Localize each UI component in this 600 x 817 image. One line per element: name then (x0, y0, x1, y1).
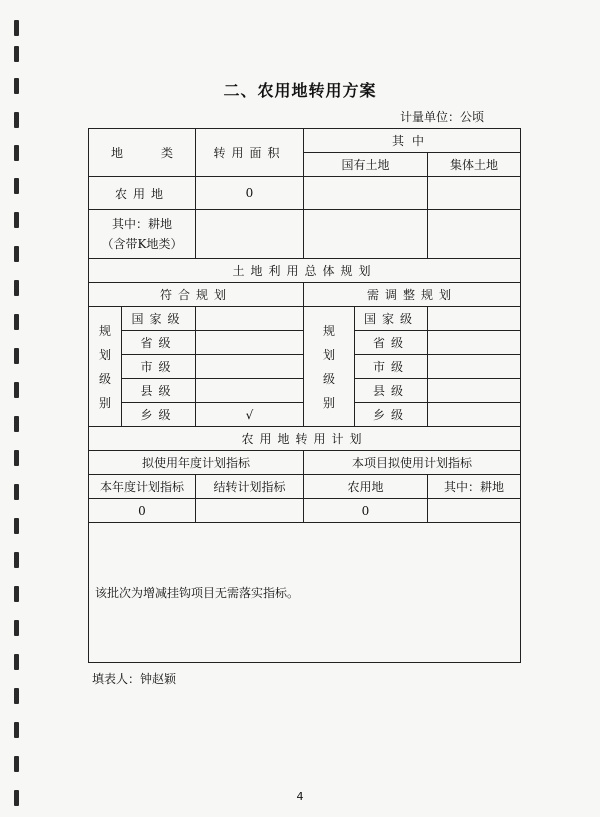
adjust-level-county-value (428, 379, 521, 403)
cultivated-collective-cell (428, 210, 521, 259)
adjust-level-national-value (428, 307, 521, 331)
page-number: 4 (296, 790, 304, 803)
cultivated-quota-value (428, 499, 521, 523)
binding-hole (14, 722, 19, 738)
binding-hole (14, 518, 19, 534)
binding-hole (14, 382, 19, 398)
conversion-plan-section-title: 农用地转用计划 (89, 427, 521, 451)
level-provincial: 省级 (122, 331, 196, 355)
binding-hole (14, 145, 19, 161)
level-national: 国家级 (122, 307, 196, 331)
level-provincial-value (196, 331, 304, 355)
cultivated-area-cell (196, 210, 304, 259)
binding-hole (14, 552, 19, 568)
adjust-level-township: 乡级 (355, 403, 428, 427)
adjust-level-provincial: 省级 (355, 331, 428, 355)
land-type-char-2: 类 (160, 146, 173, 160)
level-city: 市级 (122, 355, 196, 379)
farmland-area-value: 0 (196, 177, 304, 210)
adjust-level-city-value (428, 355, 521, 379)
conversion-plan-table (88, 128, 521, 663)
carried-over-value (196, 499, 304, 523)
form-filler: 填表人：钟赵颖 (92, 672, 177, 686)
adjust-level-national: 国家级 (355, 307, 428, 331)
of-which-header: 其中 (304, 129, 521, 153)
binding-hole (14, 416, 19, 432)
cultivated-line-1: 其中：耕地 (111, 217, 172, 231)
plan-level-label-right: 规 划 级 别 (304, 307, 355, 427)
binding-hole (14, 586, 19, 602)
farmland-quota-value: 0 (304, 499, 428, 523)
measurement-unit: 计量单位：公顷 (400, 110, 485, 124)
farmland-quota-header: 农用地 (304, 475, 428, 499)
binding-hole (14, 112, 19, 128)
level-township-check-mark: √ (196, 403, 304, 427)
cultivated-state-cell (304, 210, 428, 259)
area-header: 转用面积 (196, 129, 304, 177)
level-county: 县级 (122, 379, 196, 403)
binding-holes (14, 0, 24, 817)
adjust-level-city: 市级 (355, 355, 428, 379)
binding-hole (14, 654, 19, 670)
cultivated-land-label (89, 210, 196, 259)
binding-hole (14, 212, 19, 228)
remarks-cell (89, 523, 521, 663)
needs-adjust-plan-header: 需调整规划 (304, 283, 521, 307)
cultivated-quota-header: 其中：耕地 (428, 475, 521, 499)
binding-hole (14, 246, 19, 262)
binding-hole (14, 20, 19, 36)
farmland-label: 农用地 (89, 177, 196, 210)
level-city-value (196, 355, 304, 379)
binding-hole (14, 688, 19, 704)
plan-level-label-left: 规 划 级 别 (89, 307, 122, 427)
cultivated-line-2: （含带K地类） (101, 237, 183, 251)
carried-over-header: 结转计划指标 (196, 475, 304, 499)
binding-hole (14, 450, 19, 466)
binding-hole (14, 178, 19, 194)
current-year-value: 0 (89, 499, 196, 523)
master-plan-section-title: 土地利用总体规划 (89, 259, 521, 283)
conforms-plan-header: 符合规划 (89, 283, 304, 307)
collective-land-header: 集体土地 (428, 153, 521, 177)
binding-hole (14, 620, 19, 636)
binding-hole (14, 314, 19, 330)
binding-hole (14, 348, 19, 364)
binding-hole (14, 484, 19, 500)
farmland-state-cell (304, 177, 428, 210)
binding-hole (14, 756, 19, 772)
land-type-char-1: 地 (111, 146, 124, 160)
adjust-level-township-value (428, 403, 521, 427)
land-type-header (89, 129, 196, 177)
remarks-text: 该批次为增减挂钩项目无需落实指标。 (95, 586, 300, 600)
page-title: 二、农用地转用方案 (223, 81, 377, 100)
adjust-level-county: 县级 (355, 379, 428, 403)
binding-hole (14, 280, 19, 296)
level-township: 乡级 (122, 403, 196, 427)
level-county-value (196, 379, 304, 403)
project-plan-header: 本项目拟使用计划指标 (304, 451, 521, 475)
level-national-value (196, 307, 304, 331)
proposed-annual-header: 拟使用年度计划指标 (89, 451, 304, 475)
adjust-level-provincial-value (428, 331, 521, 355)
current-year-header: 本年度计划指标 (89, 475, 196, 499)
state-land-header: 国有土地 (304, 153, 428, 177)
farmland-collective-cell (428, 177, 521, 210)
binding-hole (14, 46, 19, 62)
